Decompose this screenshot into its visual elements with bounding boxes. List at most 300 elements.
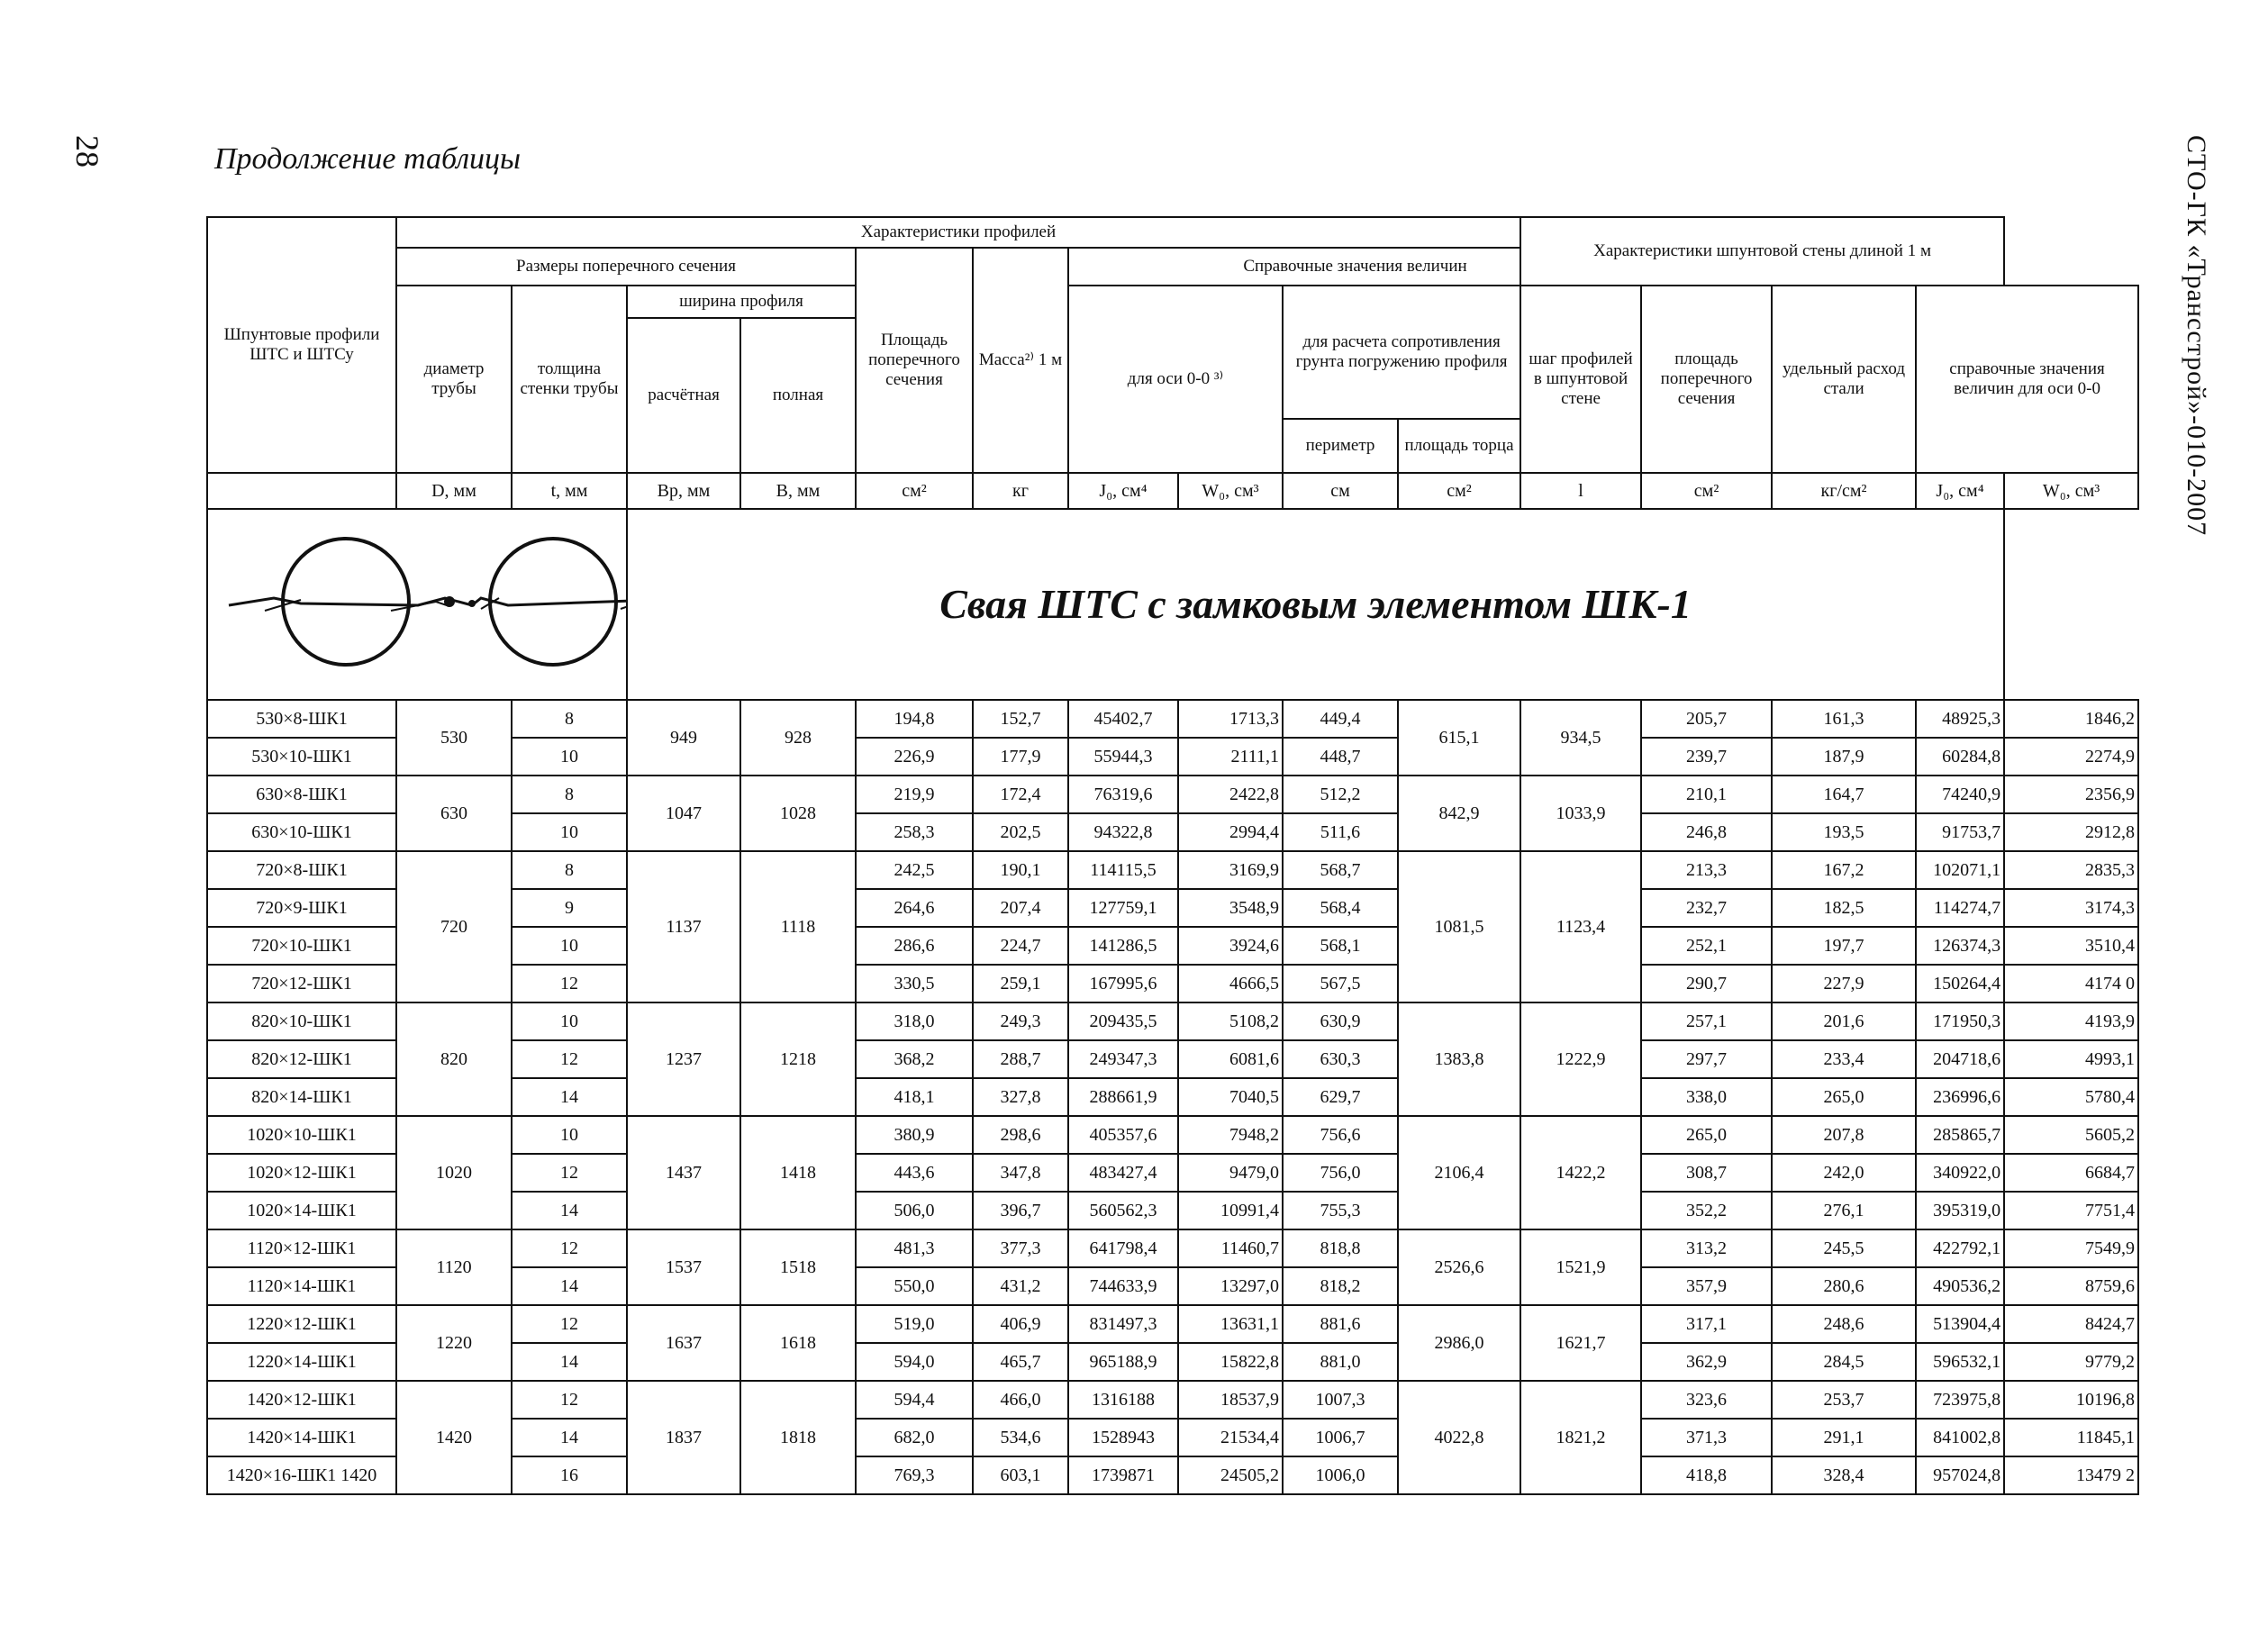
wall-inertia-cell: 150264,4 xyxy=(1916,965,2004,1002)
wall-inertia-cell: 340922,0 xyxy=(1916,1154,2004,1192)
inertia-cell: 744633,9 xyxy=(1068,1267,1178,1305)
mass-cell: 177,9 xyxy=(973,738,1068,776)
mass-cell: 377,3 xyxy=(973,1229,1068,1267)
profile-name-cell: 630×10-ШК1 xyxy=(207,813,396,851)
perimeter-cell: 756,0 xyxy=(1283,1154,1398,1192)
calc-width-cell: 1537 xyxy=(627,1229,740,1305)
series-banner: Свая ШТС с замковым элементом ШК-1 xyxy=(627,509,2004,700)
wall-thickness-cell: 12 xyxy=(512,965,627,1002)
wall-inertia-cell: 285865,7 xyxy=(1916,1116,2004,1154)
wall-modulus-cell: 5605,2 xyxy=(2004,1116,2138,1154)
wall-thickness-cell: 14 xyxy=(512,1267,627,1305)
header-axis00: для оси 0-0 ³⁾ xyxy=(1068,286,1283,473)
table-row xyxy=(207,1002,2138,1040)
inertia-cell: 831497,3 xyxy=(1068,1305,1178,1343)
header-calc: расчётная xyxy=(627,318,740,473)
wall-modulus-cell: 3510,4 xyxy=(2004,927,2138,965)
section-modulus-cell: 1713,3 xyxy=(1178,700,1283,738)
table-row xyxy=(207,1381,2138,1419)
wall-modulus-cell: 11845,1 xyxy=(2004,1419,2138,1456)
header-wall-ref: справочные значения величин для оси 0-0 xyxy=(1916,286,2138,473)
profile-name-cell: 1020×10-ШК1 xyxy=(207,1116,396,1154)
steel-use-cell: 265,0 xyxy=(1772,1078,1916,1116)
inertia-cell: 965188,9 xyxy=(1068,1343,1178,1381)
step-cell: 1821,2 xyxy=(1520,1381,1641,1494)
calc-width-cell: 949 xyxy=(627,700,740,776)
steel-use-cell: 167,2 xyxy=(1772,851,1916,889)
calc-width-cell: 1137 xyxy=(627,851,740,1002)
step-cell: 1521,9 xyxy=(1520,1229,1641,1305)
header-cross-section: Размеры поперечного сечения xyxy=(396,248,856,286)
wall-thickness-cell: 8 xyxy=(512,851,627,889)
inertia-cell: 483427,4 xyxy=(1068,1154,1178,1192)
wall-area-cell: 213,3 xyxy=(1641,851,1772,889)
wall-area-cell: 246,8 xyxy=(1641,813,1772,851)
perimeter-cell: 448,7 xyxy=(1283,738,1398,776)
perimeter-cell: 568,4 xyxy=(1283,889,1398,927)
section-modulus-cell: 10991,4 xyxy=(1178,1192,1283,1229)
inertia-cell: 45402,7 xyxy=(1068,700,1178,738)
wall-area-cell: 252,1 xyxy=(1641,927,1772,965)
unit-cell: J₀, см⁴ xyxy=(1068,473,1178,509)
mass-cell: 603,1 xyxy=(973,1456,1068,1494)
inertia-cell: 94322,8 xyxy=(1068,813,1178,851)
perimeter-cell: 630,3 xyxy=(1283,1040,1398,1078)
unit-cell: D, мм xyxy=(396,473,512,509)
wall-area-cell: 290,7 xyxy=(1641,965,1772,1002)
wall-area-cell: 338,0 xyxy=(1641,1078,1772,1116)
unit-cell: см xyxy=(1283,473,1398,509)
inertia-cell: 141286,5 xyxy=(1068,927,1178,965)
wall-thickness-cell: 9 xyxy=(512,889,627,927)
wall-thickness-cell: 12 xyxy=(512,1305,627,1343)
pipe-diameter-cell: 1120 xyxy=(396,1229,512,1305)
wall-area-cell: 308,7 xyxy=(1641,1154,1772,1192)
step-cell: 1123,4 xyxy=(1520,851,1641,1002)
wall-modulus-cell: 4993,1 xyxy=(2004,1040,2138,1078)
inertia-cell: 249347,3 xyxy=(1068,1040,1178,1078)
section-modulus-cell: 24505,2 xyxy=(1178,1456,1283,1494)
document-code: СТО-ГК «Трансстрой»-010-2007 xyxy=(2182,135,2211,537)
inertia-cell: 55944,3 xyxy=(1068,738,1178,776)
profile-name-cell: 1420×14-ШК1 xyxy=(207,1419,396,1456)
profile-name-cell: 720×10-ШК1 xyxy=(207,927,396,965)
wall-modulus-cell: 5780,4 xyxy=(2004,1078,2138,1116)
calc-width-cell: 1637 xyxy=(627,1305,740,1381)
wall-thickness-cell: 14 xyxy=(512,1078,627,1116)
mass-cell: 431,2 xyxy=(973,1267,1068,1305)
perimeter-cell: 1006,0 xyxy=(1283,1456,1398,1494)
profile-name-cell: 1220×14-ШК1 xyxy=(207,1343,396,1381)
perimeter-cell: 511,6 xyxy=(1283,813,1398,851)
header-soil-resist: для расчета сопротивления грунта погружению профиля xyxy=(1283,286,1520,419)
wall-inertia-cell: 48925,3 xyxy=(1916,700,2004,738)
wall-modulus-cell: 2274,9 xyxy=(2004,738,2138,776)
pipe-diameter-cell: 1420 xyxy=(396,1381,512,1494)
unit-cell: B, мм xyxy=(740,473,856,509)
steel-use-cell: 207,8 xyxy=(1772,1116,1916,1154)
area-cell: 550,0 xyxy=(856,1267,973,1305)
wall-thickness-cell: 10 xyxy=(512,813,627,851)
wall-modulus-cell: 10196,8 xyxy=(2004,1381,2138,1419)
wall-thickness-cell: 12 xyxy=(512,1381,627,1419)
wall-modulus-cell: 2835,3 xyxy=(2004,851,2138,889)
wall-modulus-cell: 2912,8 xyxy=(2004,813,2138,851)
calc-width-cell: 1837 xyxy=(627,1381,740,1494)
profile-name-cell: 1020×12-ШК1 xyxy=(207,1154,396,1192)
area-cell: 481,3 xyxy=(856,1229,973,1267)
units-empty xyxy=(207,473,396,509)
wall-modulus-cell: 4174 0 xyxy=(2004,965,2138,1002)
section-modulus-cell: 13631,1 xyxy=(1178,1305,1283,1343)
profile-name-cell: 1120×14-ШК1 xyxy=(207,1267,396,1305)
area-cell: 682,0 xyxy=(856,1419,973,1456)
profile-name-cell: 1020×14-ШК1 xyxy=(207,1192,396,1229)
pipe-diameter-cell: 530 xyxy=(396,700,512,776)
wall-thickness-cell: 8 xyxy=(512,776,627,813)
wall-inertia-cell: 204718,6 xyxy=(1916,1040,2004,1078)
table-row xyxy=(207,1305,2138,1343)
perimeter-cell: 568,1 xyxy=(1283,927,1398,965)
mass-cell: 327,8 xyxy=(973,1078,1068,1116)
section-modulus-cell: 2422,8 xyxy=(1178,776,1283,813)
wall-area-cell: 257,1 xyxy=(1641,1002,1772,1040)
calc-width-cell: 1437 xyxy=(627,1116,740,1229)
steel-use-cell: 187,9 xyxy=(1772,738,1916,776)
end-area-cell: 615,1 xyxy=(1398,700,1520,776)
table-row xyxy=(207,1116,2138,1154)
wall-thickness-cell: 10 xyxy=(512,738,627,776)
step-cell: 1621,7 xyxy=(1520,1305,1641,1381)
unit-cell: t, мм xyxy=(512,473,627,509)
mass-cell: 347,8 xyxy=(973,1154,1068,1192)
inertia-cell: 288661,9 xyxy=(1068,1078,1178,1116)
wall-inertia-cell: 723975,8 xyxy=(1916,1381,2004,1419)
unit-cell: W₀, см³ xyxy=(2004,473,2138,509)
area-cell: 519,0 xyxy=(856,1305,973,1343)
area-cell: 769,3 xyxy=(856,1456,973,1494)
inertia-cell: 76319,6 xyxy=(1068,776,1178,813)
step-cell: 934,5 xyxy=(1520,700,1641,776)
profile-name-cell: 1120×12-ШК1 xyxy=(207,1229,396,1267)
perimeter-cell: 568,7 xyxy=(1283,851,1398,889)
inertia-cell: 127759,1 xyxy=(1068,889,1178,927)
profile-name-cell: 530×8-ШК1 xyxy=(207,700,396,738)
profile-name-cell: 530×10-ШК1 xyxy=(207,738,396,776)
wall-thickness-cell: 14 xyxy=(512,1192,627,1229)
section-modulus-cell: 5108,2 xyxy=(1178,1002,1283,1040)
mass-cell: 259,1 xyxy=(973,965,1068,1002)
wall-thickness-cell: 12 xyxy=(512,1040,627,1078)
inertia-cell: 1316188 xyxy=(1068,1381,1178,1419)
header-profile-chars: Характеристики профилей xyxy=(396,217,1520,248)
step-cell: 1222,9 xyxy=(1520,1002,1641,1116)
perimeter-cell: 1007,3 xyxy=(1283,1381,1398,1419)
table-row xyxy=(207,851,2138,889)
wall-inertia-cell: 126374,3 xyxy=(1916,927,2004,965)
mass-cell: 249,3 xyxy=(973,1002,1068,1040)
section-modulus-cell: 9479,0 xyxy=(1178,1154,1283,1192)
section-modulus-cell: 6081,6 xyxy=(1178,1040,1283,1078)
wall-area-cell: 418,8 xyxy=(1641,1456,1772,1494)
wall-inertia-cell: 91753,7 xyxy=(1916,813,2004,851)
steel-use-cell: 328,4 xyxy=(1772,1456,1916,1494)
wall-area-cell: 362,9 xyxy=(1641,1343,1772,1381)
header-perimeter: периметр xyxy=(1283,419,1398,473)
full-width-cell: 1518 xyxy=(740,1229,856,1305)
header-wall-chars: Характеристики шпунтовой стены длиной 1 м xyxy=(1520,217,2004,286)
unit-cell: кг/см² xyxy=(1772,473,1916,509)
wall-area-cell: 232,7 xyxy=(1641,889,1772,927)
profile-name-cell: 1220×12-ШК1 xyxy=(207,1305,396,1343)
perimeter-cell: 512,2 xyxy=(1283,776,1398,813)
section-modulus-cell: 11460,7 xyxy=(1178,1229,1283,1267)
inertia-cell: 209435,5 xyxy=(1068,1002,1178,1040)
inertia-cell: 1528943 xyxy=(1068,1419,1178,1456)
wall-modulus-cell: 4193,9 xyxy=(2004,1002,2138,1040)
wall-modulus-cell: 2356,9 xyxy=(2004,776,2138,813)
profile-name-cell: 820×12-ШК1 xyxy=(207,1040,396,1078)
wall-area-cell: 352,2 xyxy=(1641,1192,1772,1229)
mass-cell: 396,7 xyxy=(973,1192,1068,1229)
steel-use-cell: 197,7 xyxy=(1772,927,1916,965)
wall-thickness-cell: 12 xyxy=(512,1154,627,1192)
inertia-cell: 114115,5 xyxy=(1068,851,1178,889)
profile-drawing xyxy=(207,509,627,700)
full-width-cell: 1028 xyxy=(740,776,856,851)
area-cell: 194,8 xyxy=(856,700,973,738)
wall-thickness-cell: 14 xyxy=(512,1343,627,1381)
header-wall-thick: толщина стенки трубы xyxy=(512,286,627,473)
wall-modulus-cell: 6684,7 xyxy=(2004,1154,2138,1192)
section-modulus-cell: 2994,4 xyxy=(1178,813,1283,851)
mass-cell: 202,5 xyxy=(973,813,1068,851)
header-wall-area: площадь поперечного сечения xyxy=(1641,286,1772,473)
wall-modulus-cell: 8759,6 xyxy=(2004,1267,2138,1305)
wall-inertia-cell: 102071,1 xyxy=(1916,851,2004,889)
perimeter-cell: 756,6 xyxy=(1283,1116,1398,1154)
area-cell: 594,0 xyxy=(856,1343,973,1381)
steel-use-cell: 242,0 xyxy=(1772,1154,1916,1192)
section-modulus-cell: 7948,2 xyxy=(1178,1116,1283,1154)
profile-name-cell: 630×8-ШК1 xyxy=(207,776,396,813)
steel-use-cell: 164,7 xyxy=(1772,776,1916,813)
wall-area-cell: 297,7 xyxy=(1641,1040,1772,1078)
unit-cell: см² xyxy=(1641,473,1772,509)
full-width-cell: 1618 xyxy=(740,1305,856,1381)
wall-inertia-cell: 114274,7 xyxy=(1916,889,2004,927)
header-end-area: площадь торца xyxy=(1398,419,1520,473)
wall-thickness-cell: 12 xyxy=(512,1229,627,1267)
perimeter-cell: 1006,7 xyxy=(1283,1419,1398,1456)
inertia-cell: 167995,6 xyxy=(1068,965,1178,1002)
steel-use-cell: 193,5 xyxy=(1772,813,1916,851)
end-area-cell: 842,9 xyxy=(1398,776,1520,851)
profile-name-cell: 1420×12-ШК1 xyxy=(207,1381,396,1419)
inertia-cell: 405357,6 xyxy=(1068,1116,1178,1154)
full-width-cell: 1418 xyxy=(740,1116,856,1229)
unit-cell: кг xyxy=(973,473,1068,509)
header-steel-use: удельный расход стали xyxy=(1772,286,1916,473)
perimeter-cell: 881,6 xyxy=(1283,1305,1398,1343)
header-pipe-diam: диаметр трубы xyxy=(396,286,512,473)
wall-thickness-cell: 16 xyxy=(512,1456,627,1494)
table-row xyxy=(207,700,2138,738)
unit-cell: Bр, мм xyxy=(627,473,740,509)
full-width-cell: 928 xyxy=(740,700,856,776)
profile-name-cell: 720×9-ШК1 xyxy=(207,889,396,927)
wall-area-cell: 313,2 xyxy=(1641,1229,1772,1267)
pipe-pile-diagram-icon xyxy=(211,512,627,692)
mass-cell: 152,7 xyxy=(973,700,1068,738)
profile-name-cell: 720×12-ШК1 xyxy=(207,965,396,1002)
header-ref-values: Справочные значения величин xyxy=(1068,248,1641,286)
wall-area-cell: 357,9 xyxy=(1641,1267,1772,1305)
wall-thickness-cell: 10 xyxy=(512,1116,627,1154)
wall-inertia-cell: 60284,8 xyxy=(1916,738,2004,776)
steel-use-cell: 227,9 xyxy=(1772,965,1916,1002)
perimeter-cell: 629,7 xyxy=(1283,1078,1398,1116)
area-cell: 418,1 xyxy=(856,1078,973,1116)
mass-cell: 534,6 xyxy=(973,1419,1068,1456)
step-cell: 1422,2 xyxy=(1520,1116,1641,1229)
area-cell: 506,0 xyxy=(856,1192,973,1229)
steel-use-cell: 280,6 xyxy=(1772,1267,1916,1305)
end-area-cell: 2106,4 xyxy=(1398,1116,1520,1229)
area-cell: 594,4 xyxy=(856,1381,973,1419)
inertia-cell: 641798,4 xyxy=(1068,1229,1178,1267)
step-cell: 1033,9 xyxy=(1520,776,1641,851)
area-cell: 286,6 xyxy=(856,927,973,965)
end-area-cell: 2986,0 xyxy=(1398,1305,1520,1381)
section-modulus-cell: 3169,9 xyxy=(1178,851,1283,889)
mass-cell: 224,7 xyxy=(973,927,1068,965)
page-heading: Продолжение таблицы xyxy=(214,142,522,176)
calc-width-cell: 1237 xyxy=(627,1002,740,1116)
header-mass: Масса²⁾ 1 м xyxy=(973,248,1068,473)
wall-area-cell: 210,1 xyxy=(1641,776,1772,813)
section-modulus-cell: 2111,1 xyxy=(1178,738,1283,776)
wall-area-cell: 317,1 xyxy=(1641,1305,1772,1343)
unit-cell: см² xyxy=(856,473,973,509)
wall-inertia-cell: 490536,2 xyxy=(1916,1267,2004,1305)
wall-inertia-cell: 596532,1 xyxy=(1916,1343,2004,1381)
end-area-cell: 1383,8 xyxy=(1398,1002,1520,1116)
end-area-cell: 2526,6 xyxy=(1398,1229,1520,1305)
profile-name-cell: 720×8-ШК1 xyxy=(207,851,396,889)
profile-name-cell: 820×14-ШК1 xyxy=(207,1078,396,1116)
section-modulus-cell: 3924,6 xyxy=(1178,927,1283,965)
area-cell: 380,9 xyxy=(856,1116,973,1154)
pipe-diameter-cell: 1020 xyxy=(396,1116,512,1229)
wall-inertia-cell: 957024,8 xyxy=(1916,1456,2004,1494)
pipe-diameter-cell: 820 xyxy=(396,1002,512,1116)
wall-inertia-cell: 171950,3 xyxy=(1916,1002,2004,1040)
wall-inertia-cell: 395319,0 xyxy=(1916,1192,2004,1229)
perimeter-cell: 449,4 xyxy=(1283,700,1398,738)
wall-modulus-cell: 8424,7 xyxy=(2004,1305,2138,1343)
area-cell: 226,9 xyxy=(856,738,973,776)
area-cell: 242,5 xyxy=(856,851,973,889)
wall-thickness-cell: 10 xyxy=(512,1002,627,1040)
unit-cell: W₀, см³ xyxy=(1178,473,1283,509)
wall-area-cell: 239,7 xyxy=(1641,738,1772,776)
wall-modulus-cell: 7549,9 xyxy=(2004,1229,2138,1267)
pipe-diameter-cell: 630 xyxy=(396,776,512,851)
section-modulus-cell: 7040,5 xyxy=(1178,1078,1283,1116)
steel-use-cell: 253,7 xyxy=(1772,1381,1916,1419)
unit-cell: l xyxy=(1520,473,1641,509)
wall-inertia-cell: 422792,1 xyxy=(1916,1229,2004,1267)
wall-inertia-cell: 74240,9 xyxy=(1916,776,2004,813)
header-full: полная xyxy=(740,318,856,473)
section-modulus-cell: 21534,4 xyxy=(1178,1419,1283,1456)
area-cell: 258,3 xyxy=(856,813,973,851)
header-step: шаг профилей в шпунтовой стене xyxy=(1520,286,1641,473)
steel-use-cell: 182,5 xyxy=(1772,889,1916,927)
header-profile-width: ширина профиля xyxy=(627,286,856,318)
steel-use-cell: 248,6 xyxy=(1772,1305,1916,1343)
unit-cell: J₀, см⁴ xyxy=(1916,473,2004,509)
table-row xyxy=(207,776,2138,813)
section-modulus-cell: 15822,8 xyxy=(1178,1343,1283,1381)
steel-use-cell: 201,6 xyxy=(1772,1002,1916,1040)
mass-cell: 190,1 xyxy=(973,851,1068,889)
wall-modulus-cell: 1846,2 xyxy=(2004,700,2138,738)
mass-cell: 207,4 xyxy=(973,889,1068,927)
full-width-cell: 1218 xyxy=(740,1002,856,1116)
wall-modulus-cell: 13479 2 xyxy=(2004,1456,2138,1494)
wall-modulus-cell: 7751,4 xyxy=(2004,1192,2138,1229)
full-width-cell: 1818 xyxy=(740,1381,856,1494)
wall-area-cell: 371,3 xyxy=(1641,1419,1772,1456)
mass-cell: 406,9 xyxy=(973,1305,1068,1343)
perimeter-cell: 755,3 xyxy=(1283,1192,1398,1229)
perimeter-cell: 630,9 xyxy=(1283,1002,1398,1040)
page-number: 28 xyxy=(69,135,105,168)
perimeter-cell: 818,2 xyxy=(1283,1267,1398,1305)
area-cell: 264,6 xyxy=(856,889,973,927)
section-modulus-cell: 18537,9 xyxy=(1178,1381,1283,1419)
area-cell: 318,0 xyxy=(856,1002,973,1040)
mass-cell: 466,0 xyxy=(973,1381,1068,1419)
perimeter-cell: 818,8 xyxy=(1283,1229,1398,1267)
wall-modulus-cell: 3174,3 xyxy=(2004,889,2138,927)
wall-thickness-cell: 10 xyxy=(512,927,627,965)
perimeter-cell: 881,0 xyxy=(1283,1343,1398,1381)
steel-use-cell: 291,1 xyxy=(1772,1419,1916,1456)
section-modulus-cell: 13297,0 xyxy=(1178,1267,1283,1305)
steel-use-cell: 245,5 xyxy=(1772,1229,1916,1267)
mass-cell: 465,7 xyxy=(973,1343,1068,1381)
area-cell: 368,2 xyxy=(856,1040,973,1078)
wall-area-cell: 265,0 xyxy=(1641,1116,1772,1154)
steel-use-cell: 284,5 xyxy=(1772,1343,1916,1381)
pipe-diameter-cell: 1220 xyxy=(396,1305,512,1381)
wall-inertia-cell: 841002,8 xyxy=(1916,1419,2004,1456)
wall-thickness-cell: 14 xyxy=(512,1419,627,1456)
profile-name-cell: 1420×16-ШК1 1420 xyxy=(207,1456,396,1494)
steel-use-cell: 161,3 xyxy=(1772,700,1916,738)
pipe-diameter-cell: 720 xyxy=(396,851,512,1002)
profile-name-cell: 820×10-ШК1 xyxy=(207,1002,396,1040)
wall-thickness-cell: 8 xyxy=(512,700,627,738)
profiles-table xyxy=(206,216,2139,1495)
end-area-cell: 4022,8 xyxy=(1398,1381,1520,1494)
header-profiles: Шпунтовые профили ШТС и ШТСу xyxy=(207,217,396,473)
full-width-cell: 1118 xyxy=(740,851,856,1002)
steel-use-cell: 233,4 xyxy=(1772,1040,1916,1078)
